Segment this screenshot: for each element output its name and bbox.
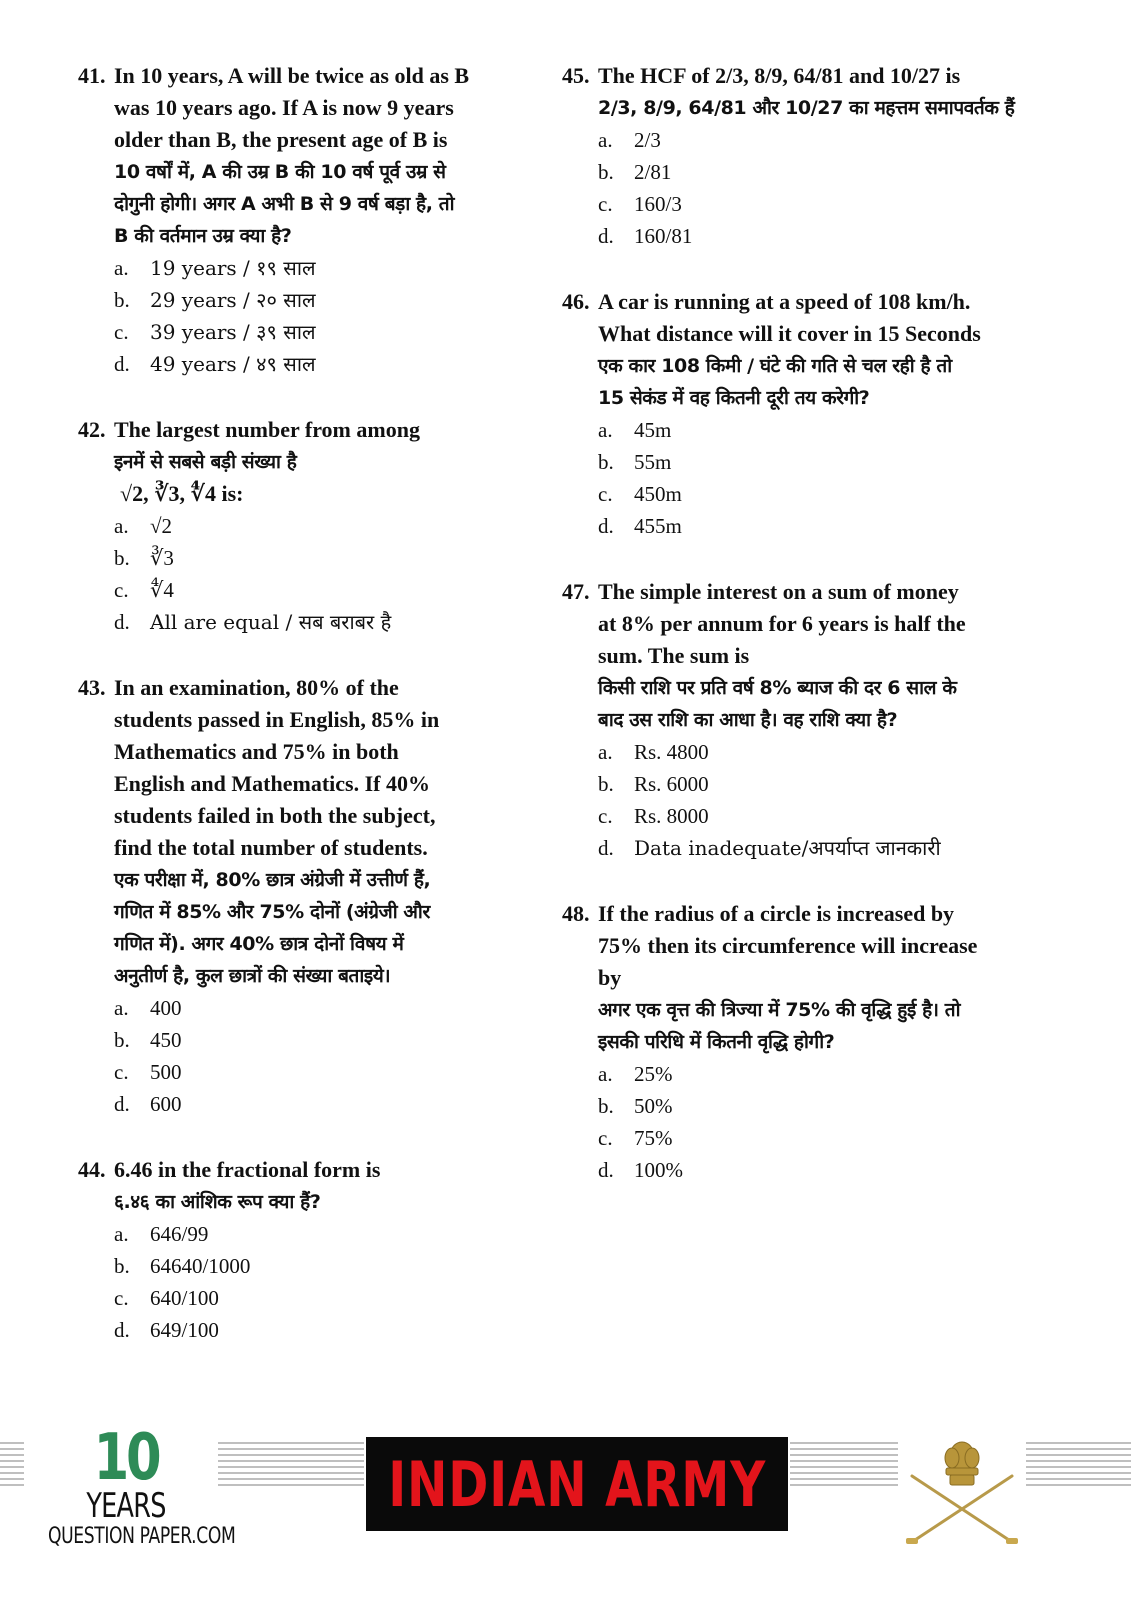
logo-years: YEARS: [86, 1486, 166, 1526]
option-a: [598, 414, 1042, 446]
option-text: Rs. 4800: [634, 740, 709, 764]
option-letter: a.: [598, 1062, 613, 1086]
option-letter: a.: [114, 256, 129, 280]
question-text-hindi: 10 वर्षों में, A की उम्र B की 10 वर्ष पूर्व उम्र से: [114, 161, 446, 183]
question-text-english: find the total number of students.: [114, 835, 428, 860]
option-letter: d.: [598, 224, 614, 248]
question-48: [562, 898, 1042, 1186]
question-number: 47.: [562, 579, 590, 604]
option-a: [114, 510, 548, 542]
question-text-english: 75% then its circumference will increase: [598, 933, 978, 958]
option-list: [598, 1058, 1042, 1186]
site-logo: [26, 1421, 236, 1550]
question-text-english: older than B, the present age of B is: [114, 127, 448, 152]
option-letter: a.: [114, 996, 129, 1020]
option-list: [598, 124, 1042, 252]
left-column: [78, 60, 548, 1380]
question-text-english: students failed in both the subject,: [114, 803, 436, 828]
option-c: [114, 1282, 548, 1314]
question-45: [562, 60, 1042, 252]
question-text-hindi: अनुतीर्ण है, कुल छात्रों की संख्या बताइये।: [114, 965, 391, 987]
question-text: [114, 60, 548, 252]
option-letter: d.: [598, 1158, 614, 1182]
option-a: [114, 992, 548, 1024]
option-letter: b.: [114, 546, 130, 570]
option-letter: c.: [598, 192, 613, 216]
question-number: 43.: [78, 675, 106, 700]
option-a: [114, 1218, 548, 1250]
option-b: [598, 446, 1042, 478]
option-d: [598, 1154, 1042, 1186]
footer-stripes-mid-right: [790, 1442, 898, 1494]
right-column: [562, 60, 1042, 1220]
question-text-english: sum. The sum is: [598, 643, 750, 668]
option-d: [114, 1314, 548, 1346]
option-letter: c.: [114, 1060, 129, 1084]
footer-stripes-left: [0, 1442, 24, 1494]
option-text: 160/81: [634, 224, 693, 248]
option-list: [598, 736, 1042, 864]
option-list: [114, 252, 548, 380]
option-letter: c.: [114, 320, 129, 344]
question-number: 45.: [562, 63, 590, 88]
option-letter: a.: [598, 128, 613, 152]
question-text: [598, 898, 1042, 1058]
option-letter: b.: [114, 288, 130, 312]
option-list: [114, 992, 548, 1120]
option-letter: b.: [598, 160, 614, 184]
option-letter: b.: [114, 1028, 130, 1052]
option-text: 2/3: [634, 128, 661, 152]
question-text-hindi: दोगुनी होगी। अगर A अभी B से 9 वर्ष बड़ा है, तो: [114, 193, 455, 215]
question-text-hindi: एक परीक्षा में, 80% छात्र अंग्रेजी में उत्तीर्ण हैं,: [114, 869, 431, 891]
option-text: 50%: [634, 1094, 673, 1118]
question-text-english: students passed in English, 85% in: [114, 707, 440, 732]
question-text-hindi: एक कार 108 किमी / घंटे की गति से चल रही है तो: [598, 355, 952, 377]
option-list: [114, 1218, 548, 1346]
option-text: 64640/1000: [150, 1254, 251, 1278]
question-text-english: What distance will it cover in 15 Seconds: [598, 321, 981, 346]
option-text: 400: [150, 996, 182, 1020]
question-43: [78, 672, 548, 1120]
question-text-hindi: बाद उस राशि का आधा है। वह राशि क्या है?: [598, 709, 898, 731]
question-number: 46.: [562, 289, 590, 314]
question-text-hindi: इसकी परिधि में कितनी वृद्धि होगी?: [598, 1031, 835, 1053]
footer-stripes-mid-left: [218, 1442, 364, 1494]
question-text: [598, 60, 1042, 124]
question-text-hindi: अगर एक वृत्त की त्रिज्या में 75% की वृद्धि हुई है। तो: [598, 999, 961, 1021]
option-b: [598, 156, 1042, 188]
option-text: 55m: [634, 450, 672, 474]
option-a: [598, 124, 1042, 156]
question-number: 42.: [78, 417, 106, 442]
question-text-hindi: 2/3, 8/9, 64/81 और 10/27 का महत्तम समापवर्तक हैं: [598, 97, 1015, 119]
question-text-english: If the radius of a circle is increased by: [598, 901, 955, 926]
question-text-hindi: इनमें से सबसे बड़ी संख्या है: [114, 451, 297, 473]
question-text-hindi: 15 सेकंड में वह कितनी दूरी तय करेगी?: [598, 387, 870, 409]
option-d: [114, 606, 548, 638]
question-text: [114, 672, 548, 992]
option-text: Rs. 8000: [634, 804, 709, 828]
option-a: [114, 252, 548, 284]
option-list: [598, 414, 1042, 542]
question-text: [114, 414, 548, 510]
option-text: 500: [150, 1060, 182, 1084]
option-text: ∛3: [150, 546, 174, 570]
indian-army-crest-icon: [902, 1434, 1022, 1549]
question-text: [114, 1154, 548, 1218]
option-b: [598, 1090, 1042, 1122]
option-text: 39 years / ३९ साल: [150, 320, 316, 344]
question-text-english: 6.46 in the fractional form is: [114, 1157, 381, 1182]
question-text-hindi: ६.४६ का आंशिक रूप क्या हैं?: [114, 1191, 321, 1213]
question-number: 44.: [78, 1157, 106, 1182]
option-text: 25%: [634, 1062, 673, 1086]
question-text: [598, 576, 1042, 736]
page-footer: [0, 1420, 1131, 1600]
option-a: [598, 1058, 1042, 1090]
option-letter: a.: [114, 514, 129, 538]
option-text: 649/100: [150, 1318, 219, 1342]
option-c: [114, 1056, 548, 1088]
question-text-english: In an examination, 80% of the: [114, 675, 399, 700]
option-c: [598, 1122, 1042, 1154]
option-letter: c.: [114, 578, 129, 602]
question-text-english: The simple interest on a sum of money: [598, 579, 959, 604]
question-text-hindi: गणित में). अगर 40% छात्र दोनों विषय में: [114, 933, 404, 955]
option-letter: b.: [598, 772, 614, 796]
banner-title: INDIAN ARMY: [388, 1447, 766, 1521]
option-letter: c.: [598, 1126, 613, 1150]
option-text: 600: [150, 1092, 182, 1116]
option-text: 646/99: [150, 1222, 209, 1246]
indian-army-banner: [366, 1437, 788, 1531]
option-list: [114, 510, 548, 638]
option-letter: b.: [598, 450, 614, 474]
option-b: [114, 1024, 548, 1056]
option-letter: a.: [598, 740, 613, 764]
question-number: 48.: [562, 901, 590, 926]
option-text: 75%: [634, 1126, 673, 1150]
question-text-hindi: गणित में 85% और 75% दोनों (अंग्रेजी और: [114, 901, 430, 923]
option-letter: b.: [114, 1254, 130, 1278]
option-text: 45m: [634, 418, 672, 442]
question-text-hindi: B की वर्तमान उम्र क्या है?: [114, 225, 292, 247]
question-text-english: at 8% per annum for 6 years is half the: [598, 611, 966, 636]
option-text: 160/3: [634, 192, 682, 216]
option-b: [114, 542, 548, 574]
question-text-english: was 10 years ago. If A is now 9 years: [114, 95, 454, 120]
question-44: [78, 1154, 548, 1346]
logo-site-name: QUESTION PAPER.COM: [48, 1524, 236, 1549]
option-text: 29 years / २० साल: [150, 288, 316, 312]
question-text-english: English and Mathematics. If 40%: [114, 771, 430, 796]
question-expression: √2, ∛3, ∜4 is:: [120, 481, 244, 506]
option-a: [598, 736, 1042, 768]
option-letter: a.: [114, 1222, 129, 1246]
option-text: 49 years / ४९ साल: [150, 352, 316, 376]
option-text: 2/81: [634, 160, 672, 184]
option-text: 450m: [634, 482, 682, 506]
option-d: [114, 1088, 548, 1120]
option-text: 100%: [634, 1158, 683, 1182]
option-text: 455m: [634, 514, 682, 538]
option-d: [598, 220, 1042, 252]
question-text-english: A car is running at a speed of 108 km/h.: [598, 289, 971, 314]
option-d: [598, 832, 1042, 864]
question-text-hindi: किसी राशि पर प्रति वर्ष 8% ब्याज की दर 6 साल के: [598, 677, 957, 699]
option-c: [598, 800, 1042, 832]
question-text-english: by: [598, 965, 622, 990]
option-b: [114, 284, 548, 316]
option-d: [114, 348, 548, 380]
option-c: [114, 574, 548, 606]
question-47: [562, 576, 1042, 864]
option-d: [598, 510, 1042, 542]
option-text: 19 years / १९ साल: [150, 256, 316, 280]
option-letter: d.: [114, 352, 130, 376]
option-b: [598, 768, 1042, 800]
question-text-english: The HCF of 2/3, 8/9, 64/81 and 10/27 is: [598, 63, 961, 88]
question-42: [78, 414, 548, 638]
option-text: Rs. 6000: [634, 772, 709, 796]
option-text: 450: [150, 1028, 182, 1052]
question-46: [562, 286, 1042, 542]
option-text: Data inadequate/अपर्याप्त जानकारी: [634, 836, 941, 860]
option-letter: d.: [598, 836, 614, 860]
option-text: All are equal / सब बराबर है: [150, 610, 392, 634]
option-text: √2: [150, 514, 173, 538]
question-41: [78, 60, 548, 380]
option-letter: c.: [598, 482, 613, 506]
question-text-english: The largest number from among: [114, 417, 420, 442]
option-text: 640/100: [150, 1286, 219, 1310]
option-letter: d.: [114, 610, 130, 634]
option-letter: c.: [114, 1286, 129, 1310]
question-number: 41.: [78, 63, 106, 88]
option-c: [598, 188, 1042, 220]
option-b: [114, 1250, 548, 1282]
option-letter: d.: [114, 1092, 130, 1116]
question-text-english: In 10 years, A will be twice as old as B: [114, 63, 470, 88]
footer-stripes-right: [1026, 1442, 1131, 1494]
option-c: [598, 478, 1042, 510]
option-text: ∜4: [150, 578, 174, 602]
option-letter: c.: [598, 804, 613, 828]
option-letter: d.: [598, 514, 614, 538]
option-letter: b.: [598, 1094, 614, 1118]
logo-number: 10: [93, 1421, 159, 1495]
option-letter: d.: [114, 1318, 130, 1342]
question-text-english: Mathematics and 75% in both: [114, 739, 399, 764]
question-text: [598, 286, 1042, 414]
option-letter: a.: [598, 418, 613, 442]
option-c: [114, 316, 548, 348]
